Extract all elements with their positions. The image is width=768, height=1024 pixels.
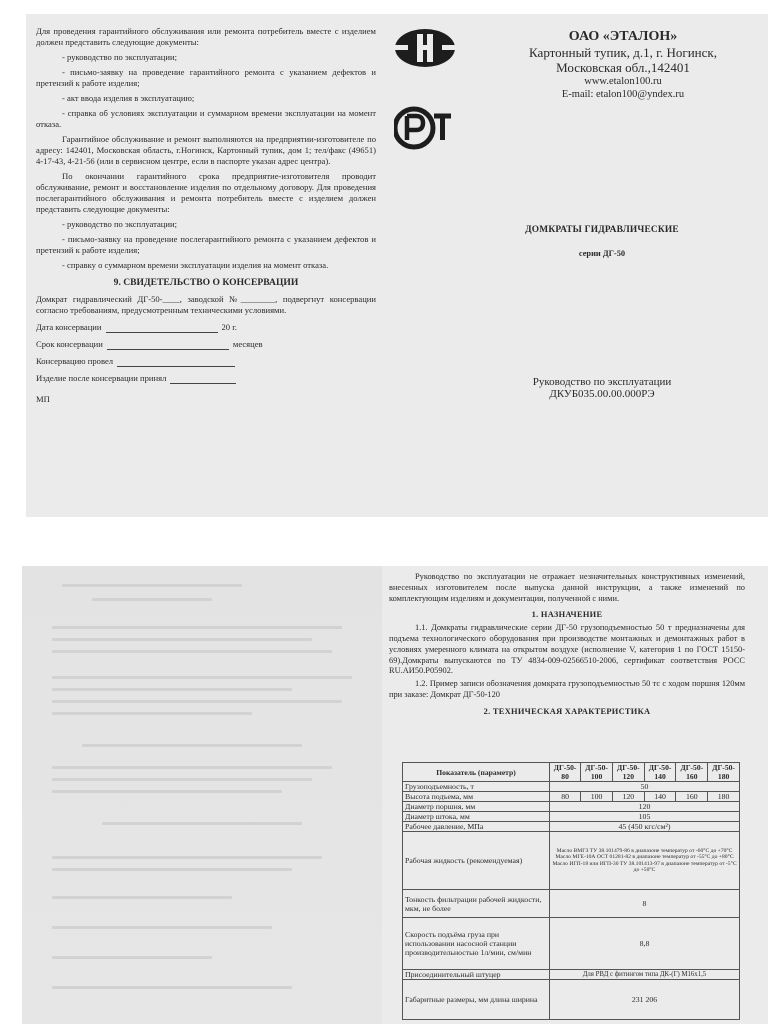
row-label: Скорость подъёма груза при использовании насосной станции производительностью 1л/мин, см/мин — [403, 918, 550, 970]
conservation-term-label: Срок консервации — [36, 339, 103, 349]
warranty-doc-item: - письмо-заявку на проведение гарантийного ремонта с указанием дефектов и претензий к работе изделия; — [36, 67, 376, 88]
conservation-date-suffix: 20 г. — [221, 322, 237, 332]
row-label: Диаметр поршня, мм — [403, 802, 550, 812]
row-value: 140 — [644, 792, 676, 802]
row-label: Тонкость фильтрации рабочей жидкости, мкм, не более — [403, 890, 550, 918]
row-value: 80 — [550, 792, 581, 802]
document-series: серии ДГ-50 — [578, 249, 626, 258]
service-paragraph: Гарантийное обслуживание и ремонт выполняются на предприятии-изготовителе по адресу: 142401, Московская область, г.Ногинск, Картонный тупик, дом 1; тел/факс (49651) 4-17-43, 4-21-56 (или в сервисном центре, если в паспорте указан адрес центра). — [36, 134, 376, 166]
row-value: 120 — [612, 792, 644, 802]
conservation-done-label: Консервацию провел — [36, 356, 114, 366]
conservation-term-suffix: месяцев — [232, 339, 263, 349]
model-header: ДГ-50-160 — [676, 763, 708, 782]
conservation-accepted-field[interactable] — [170, 374, 236, 384]
company-name: ОАО «ЭТАЛОН» — [568, 29, 678, 44]
table-row — [403, 890, 740, 918]
post-warranty-doc-item: - справку о суммарном времени эксплуатации изделия на момент отказа. — [62, 260, 329, 270]
row-label: Рабочее давление, МПа — [403, 822, 550, 832]
stamp-label: МП — [36, 394, 50, 404]
param-header: Показатель (параметр) — [403, 763, 550, 782]
conservation-accepted-label: Изделие после консервации принял — [36, 373, 167, 383]
conservation-done-field[interactable] — [117, 357, 235, 367]
row-value: Масло ВМГЗ ТУ 38.101479-86 в диапазоне температур от -60°С до +70°С Масло МГЕ-10А ОСТ 01281-82 в диапазоне температур от -55°С до +80°С Масло ИГП-18 или ИГП-30 ТУ 38.101413-97 в диапазоне температур от -5°С до +50°С — [550, 832, 740, 890]
company-header — [478, 28, 768, 101]
bottom-spread — [22, 566, 768, 1024]
table-row — [403, 792, 740, 802]
manual-code: ДКУБ035.00.00.000РЭ — [549, 388, 655, 400]
table-row — [403, 970, 740, 980]
table-row — [403, 802, 740, 812]
row-value: 105 — [550, 812, 740, 822]
table-row — [403, 812, 740, 822]
faded-page — [22, 566, 382, 1024]
model-header: ДГ-50-140 — [644, 763, 676, 782]
row-label: Грузоподъемность, т — [403, 782, 550, 792]
table-header-row — [403, 763, 740, 782]
conservation-done-row — [36, 356, 376, 367]
document-title: ДОМКРАТЫ ГИДРАВЛИЧЕСКИЕ — [525, 225, 679, 235]
row-value: 8 — [550, 890, 740, 918]
row-label: Рабочая жидкость (рекомендуемая) — [403, 832, 550, 890]
company-email[interactable]: E-mail: etalon100@yndex.ru — [561, 89, 685, 100]
section-9-title: 9. СВИДЕТЕЛЬСТВО О КОНСЕРВАЦИИ — [113, 277, 299, 288]
company-address-line1: Картонный тупик, д.1, г. Ногинск, — [529, 45, 717, 60]
post-warranty-doc-item: - письмо-заявку на проведение послегарантийного ремонта с указанием дефектов и претензий к работе изделия; — [36, 234, 376, 255]
model-header: ДГ-50-80 — [550, 763, 581, 782]
row-value: 180 — [708, 792, 740, 802]
top-spread — [26, 14, 768, 517]
warranty-doc-item: - справка об условиях эксплуатации и суммарном времени эксплуатации на момент отказа. — [36, 108, 376, 129]
model-header: ДГ-50-120 — [612, 763, 644, 782]
warranty-text-column — [36, 26, 376, 409]
row-label: Габаритные размеры, мм длина ширина — [403, 980, 550, 1020]
table-row — [403, 918, 740, 970]
conservation-date-row — [36, 322, 376, 333]
table-row — [403, 980, 740, 1020]
row-value: 160 — [676, 792, 708, 802]
document-manual-label — [456, 376, 748, 400]
section-9-text: Домкрат гидравлический ДГ-50-____, заводской №________, подвергнут консервации согласно требованиям, предусмотренным техническими условиями. — [36, 294, 376, 315]
row-label: Диаметр штока, мм — [403, 812, 550, 822]
section-1-title: 1. НАЗНАЧЕНИЕ — [531, 610, 603, 620]
row-value: 100 — [581, 792, 613, 802]
row-value: 8,8 — [550, 918, 740, 970]
row-value: 45 (450 кгс/см²) — [550, 822, 740, 832]
row-value: 120 — [550, 802, 740, 812]
company-address-line2: Московская обл.,142401 — [556, 60, 690, 75]
warranty-intro: Для проведения гарантийного обслуживания или ремонта потребитель вместе с изделием должен представить следующие документы: — [36, 26, 376, 47]
conservation-accepted-row — [36, 373, 376, 384]
paragraph-1-1: 1.1. Домкраты гидравлические серии ДГ-50 грузоподъемностью 50 т предназначены для подъема технологического оборудования при производстве монтажных и демонтажных работ в условиях умеренного климата на открытом воздухе (исполнение V, категория 1 по ГОСТ 15150-69).Домкраты выпускаются по ТУ 4834-009-02566510-2006, сертификат соответствия РОСС RU.АИ50.Р05902. — [389, 623, 745, 676]
row-value: 231 206 — [550, 980, 740, 1020]
conservation-term-row — [36, 339, 376, 350]
technical-specs-table — [402, 762, 740, 1020]
model-header: ДГ-50-100 — [581, 763, 613, 782]
row-value: Для РВД с фитингом типа ДК-(Г) М16х1,5 — [550, 970, 740, 980]
purpose-text-column — [389, 572, 745, 720]
post-warranty-doc-item: - руководство по эксплуатации; — [62, 219, 177, 229]
etalon-logo-icon — [394, 28, 456, 68]
conservation-date-field[interactable] — [106, 323, 218, 333]
pct-certification-icon — [394, 106, 452, 150]
model-header: ДГ-50-180 — [708, 763, 740, 782]
intro-paragraph: Руководство по эксплуатации не отражает незначительных конструктивных изменений, внесенных изготовителем после выпуска данной инструкции, а также изменений по комплектующим изделиям и документации, полученной с ними. — [389, 572, 745, 603]
warranty-doc-item: - акт ввода изделия в эксплуатацию; — [62, 93, 195, 103]
table-row — [403, 832, 740, 890]
company-website[interactable]: www.etalon100.ru — [584, 76, 662, 87]
conservation-date-label: Дата консервации — [36, 322, 102, 332]
post-warranty-paragraph: По окончании гарантийного срока предприятие-изготовителя проводит обслуживание, ремонт и восстановление изделия по отдельному договору. Для проведения послегарантийного обслуживания и ремонта потребитель вместе с изделием должен представить следующие документы: — [36, 171, 376, 214]
row-label: Присоединительный штуцер — [403, 970, 550, 980]
row-value: 50 — [550, 782, 740, 792]
section-2-title: 2. ТЕХНИЧЕСКАЯ ХАРАКТЕРИСТИКА — [483, 706, 651, 716]
warranty-doc-item: - руководство по эксплуатации; — [62, 52, 177, 62]
table-row — [403, 822, 740, 832]
table-row — [403, 782, 740, 792]
manual-title: Руководство по эксплуатации — [532, 376, 672, 388]
paragraph-1-2: 1.2. Пример записи обозначения домкрата грузоподъемностью 50 тс с ходом поршня 120мм при заказе: Домкрат ДГ-50-120 — [389, 679, 745, 699]
conservation-term-field[interactable] — [107, 340, 229, 350]
row-label: Высота подъема, мм — [403, 792, 550, 802]
